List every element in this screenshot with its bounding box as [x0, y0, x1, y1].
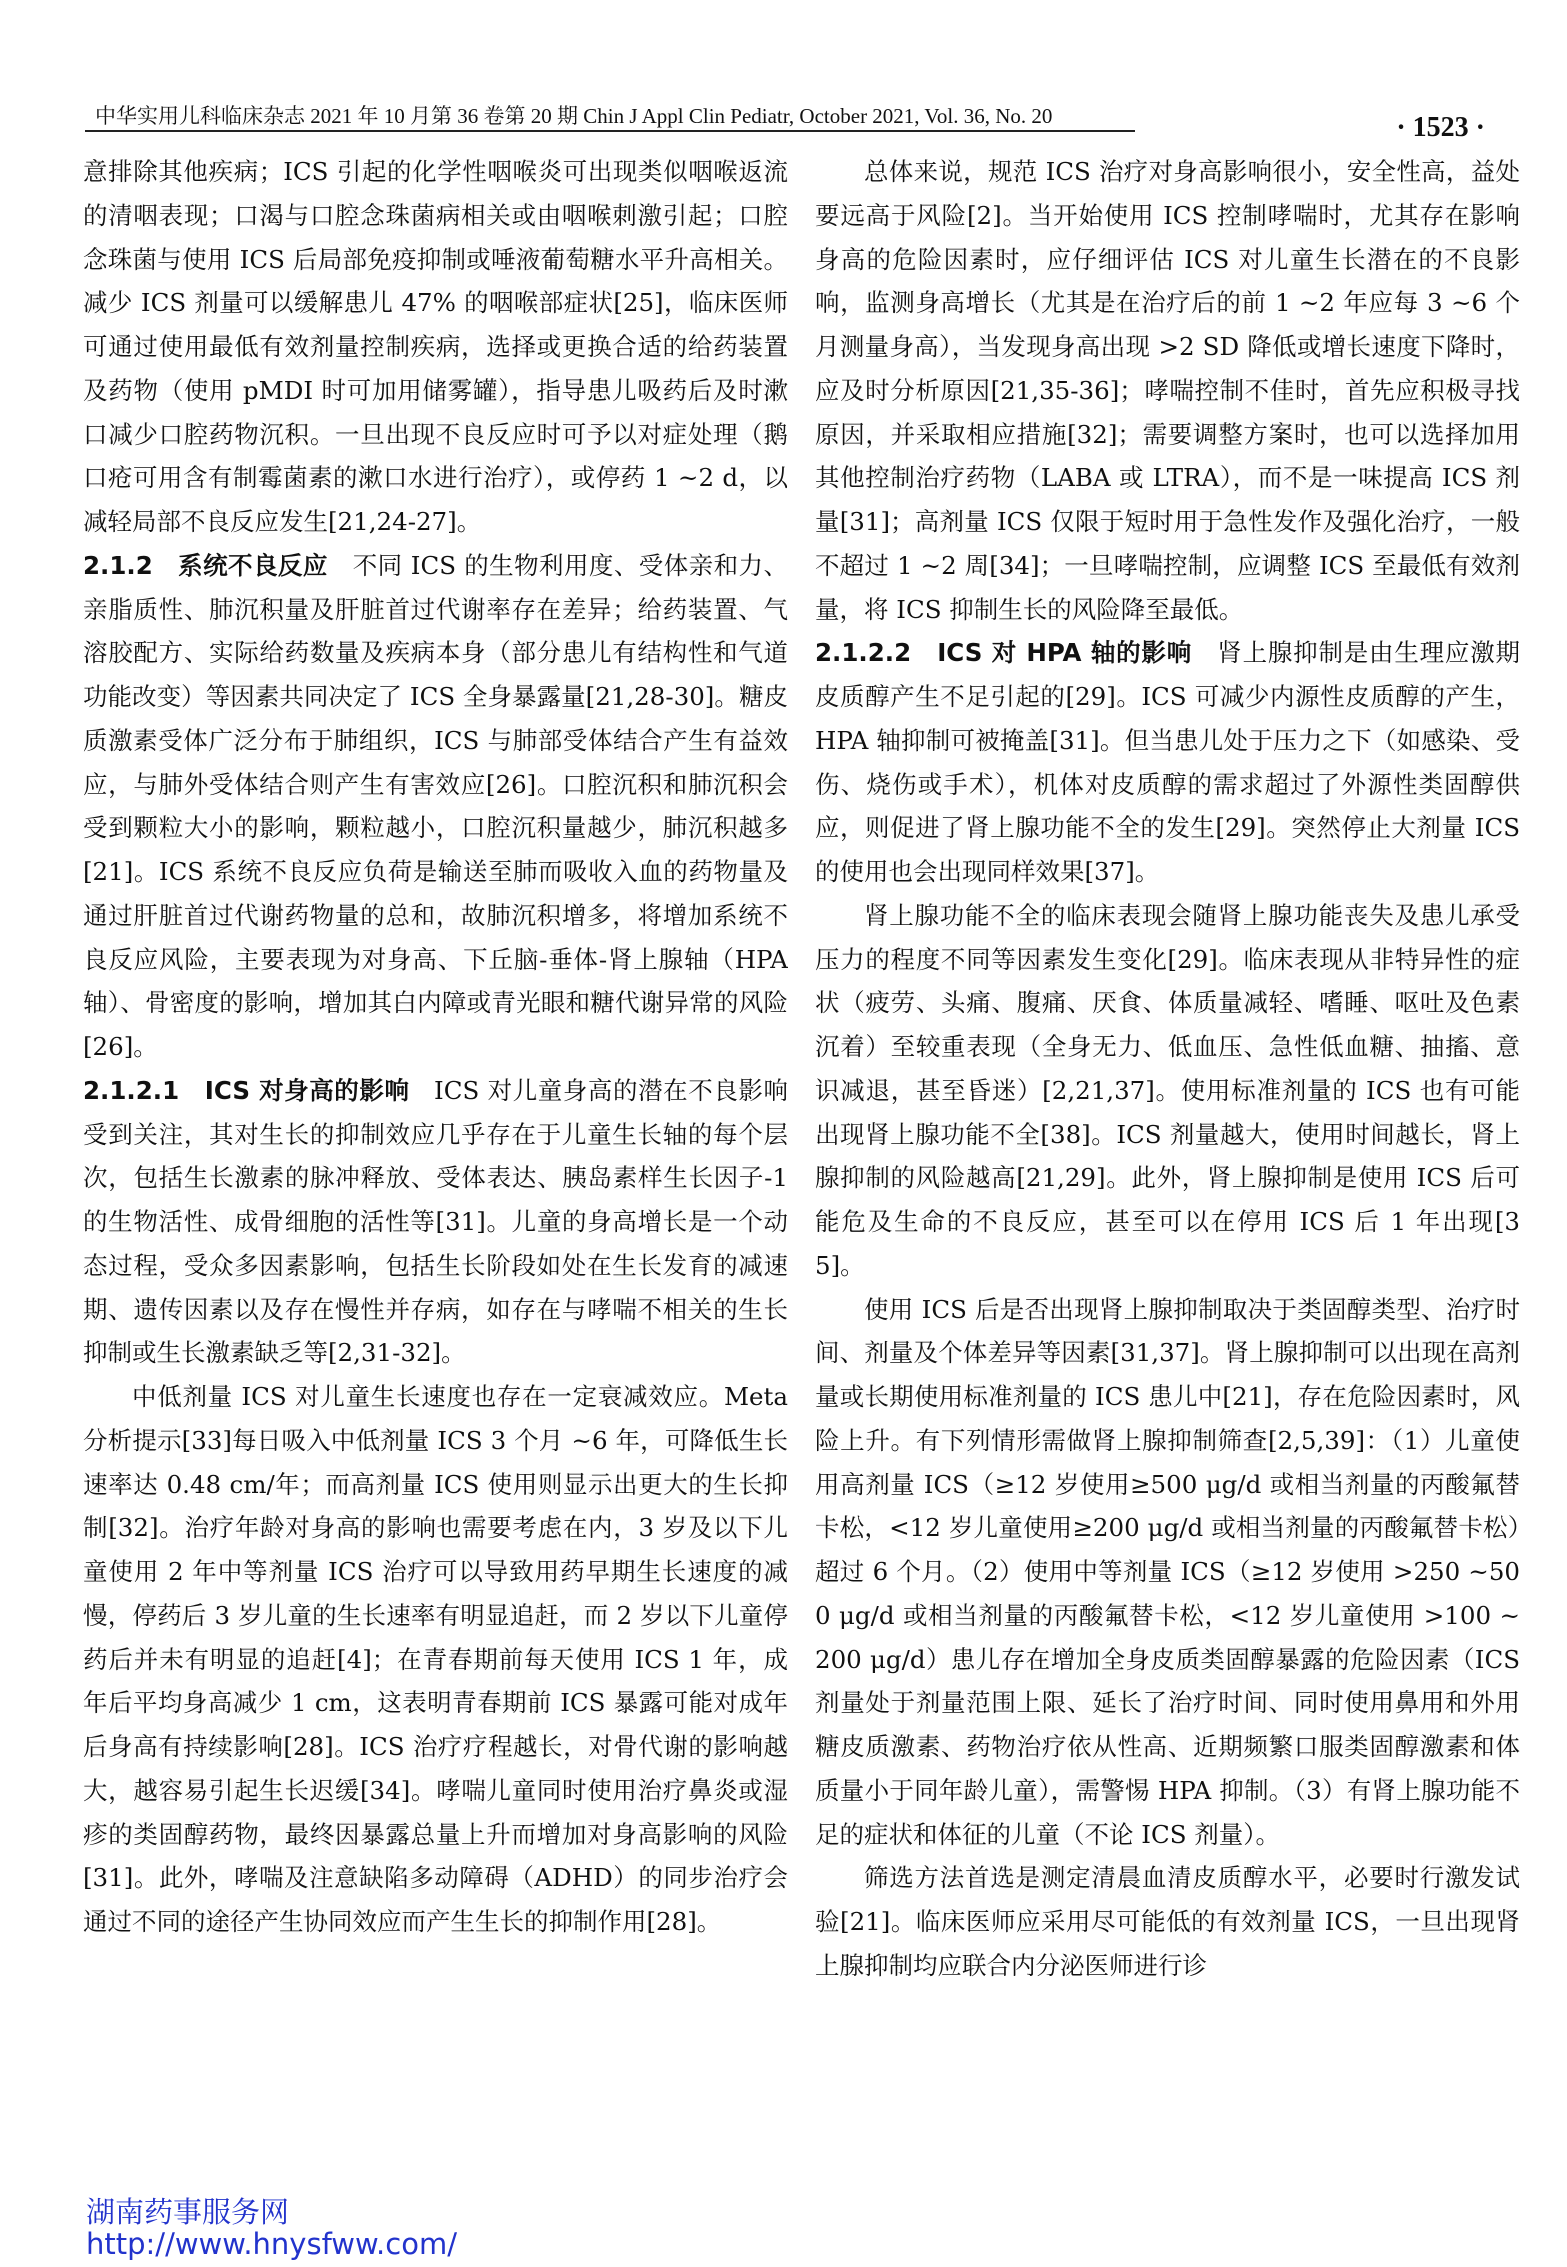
header-rule [85, 130, 1135, 132]
paragraph-text: 肾上腺抑制是由生理应激期皮质醇产生不足引起的[29]。ICS 可减少内源性皮质醇的产生，HPA 轴抑制可被掩盖[31]。但当患儿处于压力之下（如感染、受伤、烧伤或手术），机体对皮质醇的需求超过了外源性类固醇供应，则促进了肾上腺功能不全的发生[29]。突然停止大剂量 ICS 的使用也会出现同样效果[37]。 [815, 638, 1520, 886]
section-paragraph [83, 544, 788, 1069]
watermark [86, 2196, 457, 2260]
watermark-name: 湖南药事服务网 [86, 2195, 290, 2229]
paragraph-text: 总体来说，规范 ICS 治疗对身高影响很小，安全性高，益处要远高于风险[2]。当开始使用 ICS 控制哮喘时，尤其存在影响身高的危险因素时，应仔细评估 ICS 对儿童生长潜在的不良影响，监测身高增长（尤其是在治疗后的前 1 ~2 年应每 3 ~6 个月测量身高），当发现身高出现 >2 SD 降低或增长速度下降时，应及时分析原因[21,35-36]；哮喘控制不佳时，首先应积极寻找原因，并采取相应措施[32]；需要调整方案时，也可以选择加用其他控制治疗药物（LABA 或 LTRA），而不是一味提高 ICS 剂量[31]；高剂量 ICS 仅限于短时用于急性发作及强化治疗，一般不超过 1 ~2 周[34]；一旦哮喘控制，应调整 ICS 至最低有效剂量，将 ICS 抑制生长的风险降至最低。 [815, 157, 1520, 624]
paragraph-text: 筛选方法首选是测定清晨血清皮质醇水平，必要时行激发试验[21]。临床医师应采用尽可能低的有效剂量 ICS，一旦出现肾上腺抑制均应联合内分泌医师进行诊 [815, 1863, 1520, 1980]
paragraph [83, 150, 788, 544]
paragraph-text: 使用 ICS 后是否出现肾上腺抑制取决于类固醇类型、治疗时间、剂量及个体差异等因素[31,37]。肾上腺抑制可以出现在高剂量或长期使用标准剂量的 ICS 患儿中[21]，存在危险因素时，风险上升。有下列情形需做肾上腺抑制筛查[2,5,39]：（1）儿童使用高剂量 ICS（≥12 岁使用≥500 μg/d 或相当剂量的丙酸氟替卡松，<12 岁儿童使用≥200 μg/d 或相当剂量的丙酸氟替卡松）超过 6 个月。（2）使用中等剂量 ICS（≥12 岁使用 >250 ~500 μg/d 或相当剂量的丙酸氟替卡松，<12 岁儿童使用 >100 ~200 μg/d）患儿存在增加全身皮质类固醇暴露的危险因素（ICS 剂量处于剂量范围上限、延长了治疗时间、同时使用鼻用和外用糖皮质激素、药物治疗依从性高、近期频繁口服类固醇激素和体质量小于同年龄儿童），需警惕 HPA 抑制。（3）有肾上腺功能不足的症状和体征的儿童（不论 ICS 剂量）。 [815, 1294, 1520, 1849]
journal-header: 中华实用儿科临床杂志 2021 年 10 月第 36 卷第 20 期 Chin J Appl Clin Pediatr, October 2021, Vol. 36, No. 20 [95, 104, 1053, 128]
paragraph-text: 意排除其他疾病；ICS 引起的化学性咽喉炎可出现类似咽喉返流的清咽表现；口渴与口腔念珠菌病相关或由咽喉刺激引起；口腔念珠菌与使用 ICS 后局部免疫抑制或唾液葡萄糖水平升高相关。减少 ICS 剂量可以缓解患儿 47% 的咽喉部症状[25]，临床医师可通过使用最低有效剂量控制疾病，选择或更换合适的给药装置及药物（使用 pMDI 时可加用储雾罐），指导患儿吸药后及时漱口减少口腔药物沉积。一旦出现不良反应时可予以对症处理（鹅口疮可用含有制霉菌素的漱口水进行治疗），或停药 1 ~2 d，以减轻局部不良反应发生[21,24-27]。 [83, 157, 788, 536]
left-column [83, 150, 788, 2160]
running-header [85, 94, 1485, 143]
watermark-url: http://www.hnysfww.com/ [86, 2227, 457, 2261]
section-paragraph [815, 631, 1520, 894]
paragraph [815, 1856, 1520, 1987]
section-heading: 2.1.2.1 ICS 对身高的影响 [83, 1075, 410, 1105]
page-number: · 1523 · [1396, 112, 1485, 143]
section-heading: 2.1.2.2 ICS 对 HPA 轴的影响 [815, 638, 1192, 668]
paragraph [83, 1375, 788, 1944]
paragraph-text: 肾上腺功能不全的临床表现会随肾上腺功能丧失及患儿承受压力的程度不同等因素发生变化[29]。临床表现从非特异性的症状（疲劳、头痛、腹痛、厌食、体质量减轻、嗜睡、呕吐及色素沉着）至较重表现（全身无力、低血压、急性低血糖、抽搐、意识减退，甚至昏迷）[2,21,37]。使用标准剂量的 ICS 也有可能出现肾上腺功能不全[38]。ICS 剂量越大，使用时间越长，肾上腺抑制的风险越高[21,29]。此外，肾上腺抑制是使用 ICS 后可能危及生命的不良反应，甚至可以在停用 ICS 后 1 年出现[35]。 [815, 900, 1520, 1280]
paragraph [815, 1288, 1520, 1857]
section-paragraph [83, 1069, 788, 1375]
right-column [815, 150, 1520, 2160]
paragraph [815, 894, 1520, 1288]
section-heading: 2.1.2 系统不良反应 [83, 550, 328, 580]
paragraph-text: ICS 对儿童身高的潜在不良影响受到关注，其对生长的抑制效应几乎存在于儿童生长轴的每个层次，包括生长激素的脉冲释放、受体表达、胰岛素样生长因子-1 的生物活性、成骨细胞的活性等[31]。儿童的身高增长是一个动态过程，受众多因素影响，包括生长阶段如处在生长发育的减速期、遗传因素以及存在慢性并存病，如存在与哮喘不相关的生长抑制或生长激素缺乏等[2,31-32]。 [83, 1075, 788, 1368]
paragraph-text: 中低剂量 ICS 对儿童生长速度也存在一定衰减效应。Meta 分析提示[33]每日吸入中低剂量 ICS 3 个月 ~6 年，可降低生长速率达 0.48 cm/年；而高剂量 ICS 使用则显示出更大的生长抑制[32]。治疗年龄对身高的影响也需要考虑在内，3 岁及以下儿童使用 2 年中等剂量 ICS 治疗可以导致用药早期生长速度的减慢，停药后 3 岁儿童的生长速率有明显追赶，而 2 岁以下儿童停药后并未有明显的追赶[4]；在青春期前每天使用 ICS 1 年，成年后平均身高减少 1 cm，这表明青春期前 ICS 暴露可能对成年后身高有持续影响[28]。ICS 治疗疗程越长，对骨代谢的影响越大，越容易引起生长迟缓[34]。哮喘儿童同时使用治疗鼻炎或湿疹的类固醇药物，最终因暴露总量上升而增加对身高影响的风险[31]。此外，哮喘及注意缺陷多动障碍（ADHD）的同步治疗会通过不同的途径产生协同效应而产生生长的抑制作用[28]。 [83, 1382, 788, 1936]
paragraph [815, 150, 1520, 631]
paragraph-text: 不同 ICS 的生物利用度、受体亲和力、亲脂质性、肺沉积量及肝脏首过代谢率存在差异；给药装置、气溶胶配方、实际给药数量及疾病本身（部分患儿有结构性和气道功能改变）等因素共同决定了 ICS 全身暴露量[21,28-30]。糖皮质激素受体广泛分布于肺组织，ICS 与肺部受体结合产生有益效应，与肺外受体结合则产生有害效应[26]。口腔沉积和肺沉积会受到颗粒大小的影响，颗粒越小，口腔沉积量越少，肺沉积越多[21]。ICS 系统不良反应负荷是输送至肺而吸收入血的药物量及通过肝脏首过代谢药物量的总和，故肺沉积增多，将增加系统不良反应风险，主要表现为对身高、下丘脑-垂体-肾上腺轴（HPA 轴）、骨密度的影响，增加其白内障或青光眼和糖代谢异常的风险[26]。 [83, 550, 788, 1061]
